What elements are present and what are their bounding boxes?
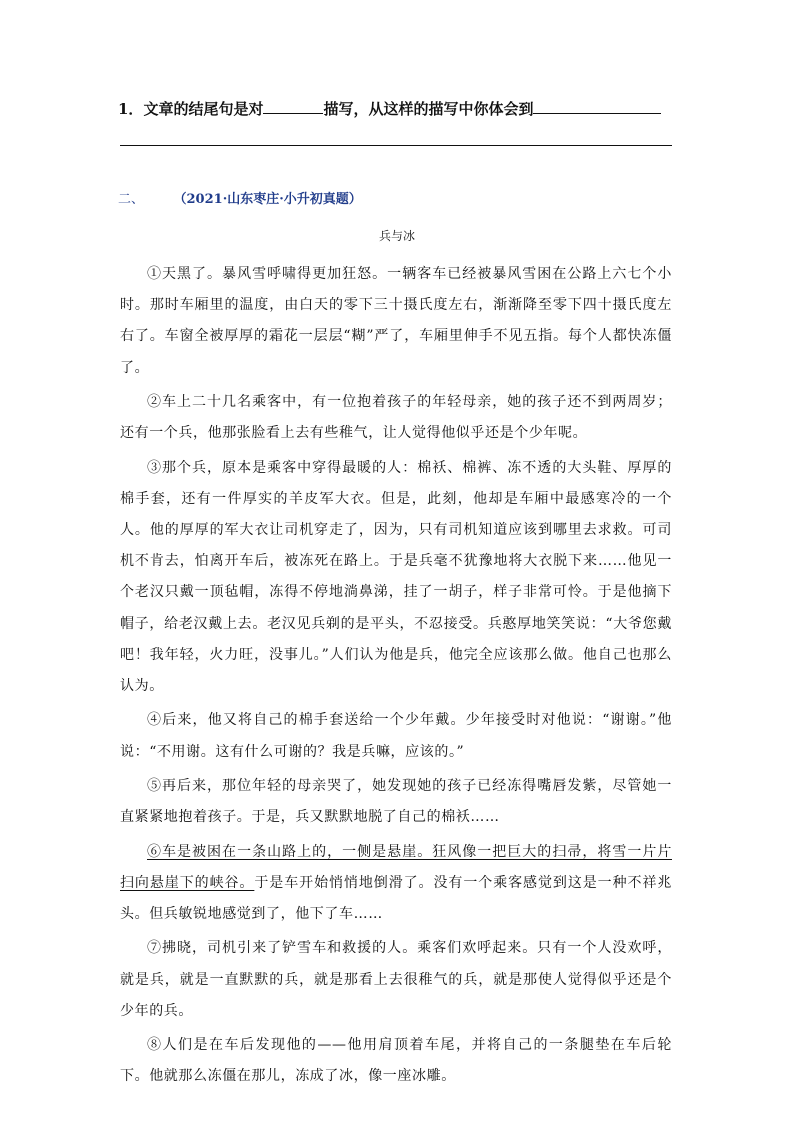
section-source: （2021·山东枣庄·小升初真题） [180, 192, 362, 207]
paragraph-6-rest: 于是车开始悄悄地倒滑了。没有一个乘客感觉到这是一种不祥兆头。但兵敏锐地感觉到了，他下了车…… [120, 874, 672, 922]
paragraph-5: ⑤再后来，那位年轻的母亲哭了，她发现她的孩子已经冻得嘴唇发紫，尽管她一直紧紧地抱着孩子。于是，兵又默默地脱了自己的棉袄…… [120, 778, 672, 826]
question-number: 1． [118, 100, 144, 118]
paragraph-4: ④后来，他又将自己的棉手套送给一个少年戴。少年接受时对他说：“谢谢。”他说：“不用谢。这有什么可谢的？我是兵嘛，应该的。” [120, 712, 672, 760]
paragraph-7: ⑦拂晓，司机引来了铲雪车和救援的人。乘客们欢呼起来。只有一个人没欢呼，就是兵，就是一直默默的兵，就是那看上去很稚气的兵，就是那使人觉得似乎还是个少年的兵。 [120, 940, 672, 1019]
answer-line[interactable] [120, 145, 672, 146]
paragraph-3: ③那个兵，原本是乘客中穿得最暖的人：棉袄、棉裤、冻不透的大头鞋、厚厚的棉手套，还有一件厚实的羊皮军大衣。但是，此刻，他却是车厢中最感寒冷的一个人。他的厚厚的军大衣让司机穿走了，因为，只有司机知道应该到哪里去求救。可司机不肯去，怕离开车后，被冻死在路上。于是兵毫不犹豫地将大衣脱下来……他见一个老汉只戴一顶毡帽，冻得不停地淌鼻涕，挂了一胡子，样子非常可怜。于是他摘下帽子，给老汉戴上去。老汉见兵剃的是平头，不忍接受。兵憨厚地笑笑说：“大爷您戴吧！我年轻，火力旺，没事儿。”人们认为他是兵，他完全应该那么做。他自己也那么认为。 [120, 459, 672, 695]
article-body [120, 259, 672, 1096]
section-heading [118, 191, 362, 209]
answer-blank-1[interactable] [263, 97, 323, 114]
question-text-part1: 文章的结尾句是对 [143, 100, 264, 118]
paragraph-1: ①天黑了。暴风雪呼啸得更加狂怒。一辆客车已经被暴风雪困在公路上六七个小时。那时车厢里的温度，由白天的零下三十摄氏度左右，渐渐降至零下四十摄氏度左右了。车窗全被厚厚的霜花一层层“糊”严了，车厢里伸手不见五指。每个人都快冻僵了。 [120, 266, 672, 376]
section-number: 二、 [118, 192, 145, 207]
question-text-part2: 描写，从这样的描写中你体会到 [323, 100, 534, 118]
paragraph-2: ②车上二十几名乘客中，有一位抱着孩子的年轻母亲，她的孩子还不到两周岁；还有一个兵，他那张脸看上去有些稚气，让人觉得他似乎还是个少年呢。 [120, 394, 672, 442]
paragraph-6 [120, 837, 672, 931]
article-title: 兵与冰 [378, 229, 415, 243]
answer-blank-2[interactable] [533, 97, 661, 114]
underlined-sentence: ⑥车是被困在一条山路上的，一侧是悬崖。狂风像一把巨大的扫帚，将雪一片片扫向悬崖下的峡谷。 [120, 843, 672, 891]
paragraph-8: ⑧人们是在车后发现他的——他用肩顶着车尾，并将自己的一条腿垫在车后轮下。他就那么冻僵在那儿，冻成了冰，像一座冰雕。 [120, 1037, 672, 1085]
question-1 [118, 97, 661, 120]
